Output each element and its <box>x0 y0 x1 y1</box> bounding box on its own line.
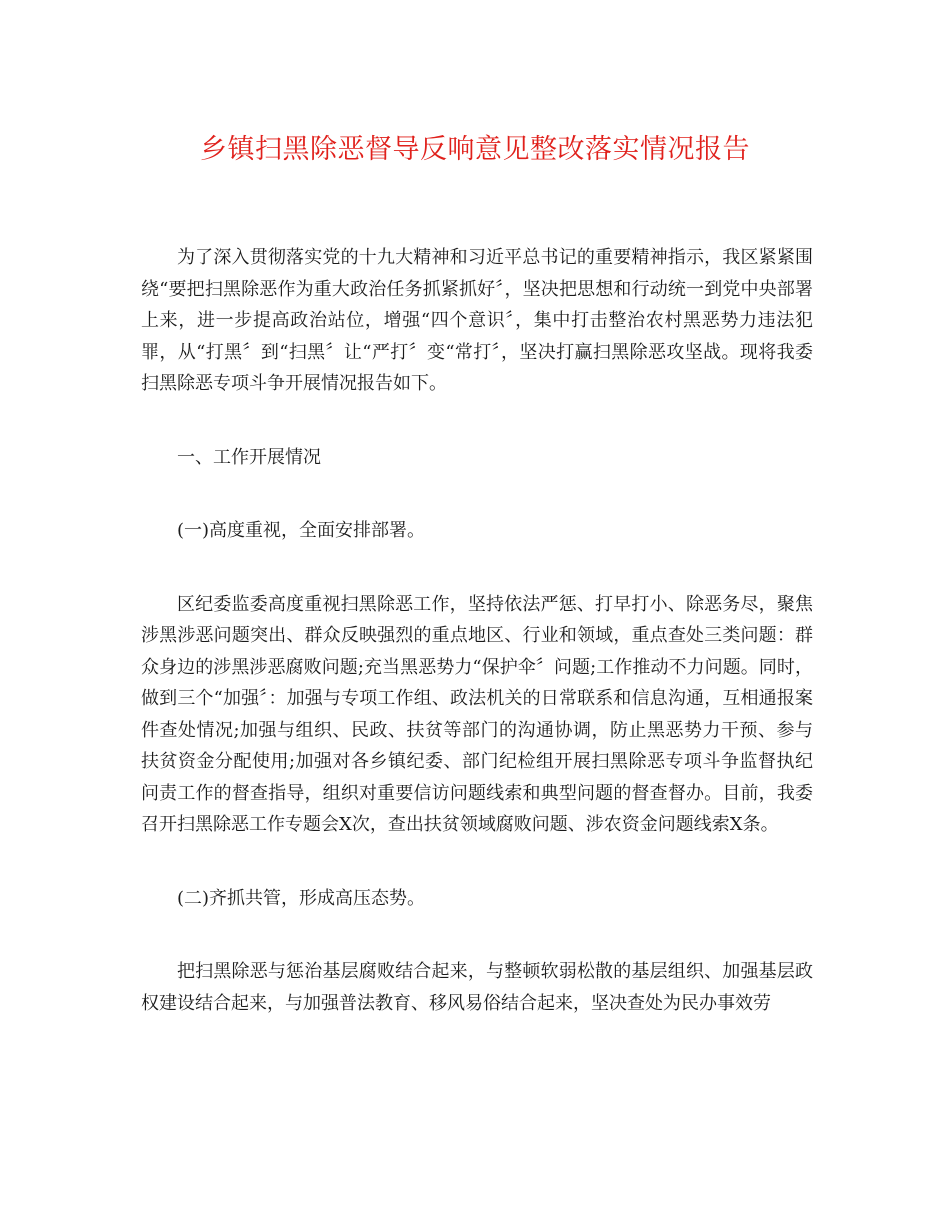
document-body <box>141 242 813 1019</box>
subsection-heading: (一)高度重视，全面安排部署。 <box>177 520 426 541</box>
document-title: 乡镇扫黑除恶督导反响意见整改落实情况报告 <box>200 134 750 165</box>
section-heading: 一、工作开展情况 <box>177 446 321 468</box>
subsection-heading: (二)齐抓共管，形成高压态势。 <box>177 887 426 909</box>
body-paragraph: 把扫黑除恶与惩治基层腐败结合起来，与整顿软弱松散的基层组织、加强基层政权建设结合起来，与加强普法教育、移风易俗结合起来，坚决查处为民办事效劳 <box>141 961 813 1014</box>
intro-paragraph: 为了深入贯彻落实党的十九大精神和习近平总书记的重要精神指示，我区紧紧围绕“要把扫黑除恶作为重大政治任务抓紧抓好〞，坚决把思想和行动统一到党中央部署上来，进一步提高政治站位，增强“四个意识〞，集中打击整治农村黑恶势力违法犯罪，从“打黑〞到“扫黑〞让“严打〞变“常打〞，坚决打赢扫黑除恶攻坚战。现将我委扫黑除恶专项斗争开展情况报告如下。 <box>141 247 813 394</box>
body-paragraph: 区纪委监委高度重视扫黑除恶工作，坚持依法严惩、打早打小、除恶务尽，聚焦涉黑涉恶问题突出、群众反映强烈的重点地区、行业和领域，重点查处三类问题：群众身边的涉黑涉恶腐败问题;充当黑恶势力“保护伞〞问题;工作推动不力问题。同时，做到三个“加强〞：加强与专项工作组、政法机关的日常联系和信息沟通，互相通报案件查处情况;加强与组织、民政、扶贫等部门的沟通协调，防止黑恶势力干预、参与扶贫资金分配使用;加强对各乡镇纪委、部门纪检组开展扫黑除恶专项斗争监督执纪问责工作的督查指导，组织对重要信访问题线索和典型问题的督查督办。目前，我委召开扫黑除恶工作专题会X次，查出扶贫领域腐败问题、涉农资金问题线索X条。 <box>141 593 813 835</box>
